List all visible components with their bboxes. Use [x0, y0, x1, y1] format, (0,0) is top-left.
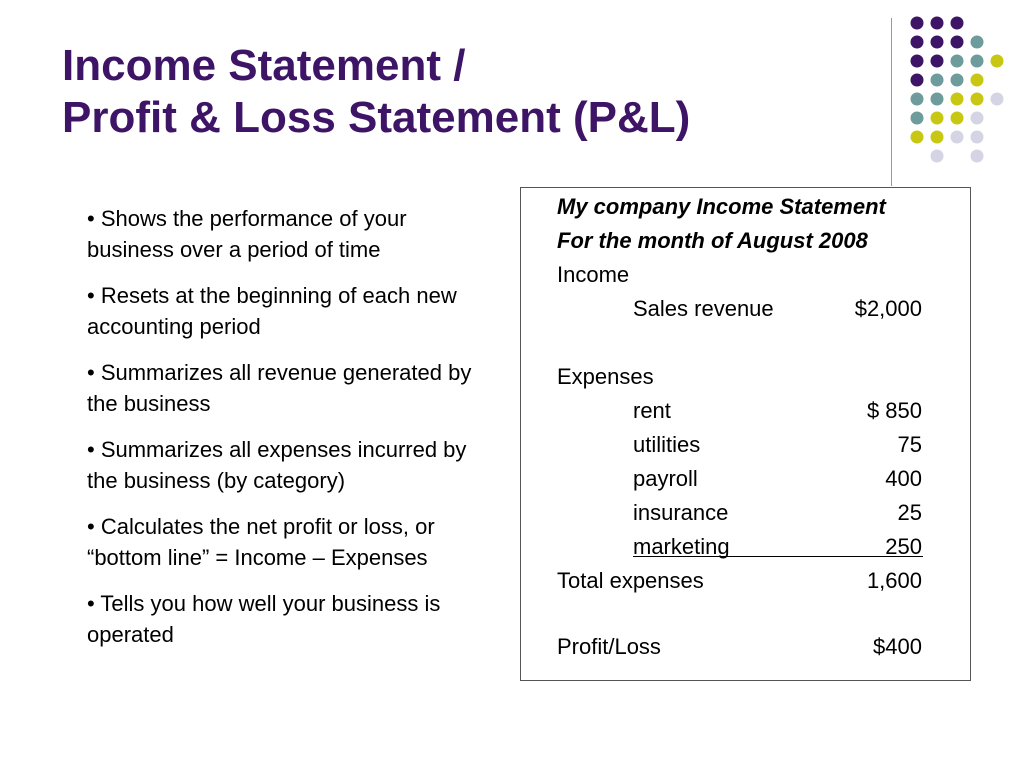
- dot: [971, 74, 984, 87]
- expense-value: 75: [897, 432, 922, 457]
- sales-label: Sales revenue: [633, 296, 774, 321]
- bullet-list: [87, 203, 499, 665]
- expense-label: rent: [633, 398, 671, 423]
- dot: [911, 131, 924, 144]
- dot-grid-row-8: [931, 150, 984, 163]
- expense-row: [521, 428, 970, 462]
- expense-value: 250: [885, 534, 922, 559]
- bullet-item: • Calculates the net profit or loss, or “bottom line” = Income – Expenses: [87, 514, 435, 570]
- expense-row: [521, 462, 970, 496]
- dot: [951, 74, 964, 87]
- dot: [971, 36, 984, 49]
- title-line-1: Income Statement /: [62, 41, 466, 90]
- profit-loss-value: $400: [873, 634, 922, 659]
- profit-loss-row: [521, 630, 970, 664]
- dot: [931, 55, 944, 68]
- dot-grid-row-1: [911, 17, 964, 30]
- dot: [991, 93, 1004, 106]
- dot: [931, 150, 944, 163]
- dot: [931, 112, 944, 125]
- expenses-row: [521, 360, 970, 394]
- expense-value: $ 850: [866, 398, 922, 423]
- income-statement-box: [520, 187, 971, 681]
- title-line-2: Profit & Loss Statement (P&L): [62, 93, 691, 142]
- dot: [971, 55, 984, 68]
- dot: [931, 36, 944, 49]
- income-label: Income: [557, 262, 630, 287]
- statement-period-heading: For the month of August 2008: [557, 228, 868, 253]
- dot: [911, 93, 924, 106]
- dot: [951, 17, 964, 30]
- dot: [951, 36, 964, 49]
- dot-grid-row-2: [911, 36, 984, 49]
- sales-value: $2,000: [854, 296, 922, 321]
- dot: [931, 74, 944, 87]
- decorative-dot-grid: [903, 14, 1013, 164]
- bullet-item: • Resets at the beginning of each new accounting period: [87, 283, 457, 339]
- dot: [951, 93, 964, 106]
- expense-row: [521, 530, 970, 564]
- statement-period-row: [521, 224, 970, 258]
- bullet-item: • Tells you how well your business is operated: [87, 591, 441, 647]
- income-row: [521, 258, 970, 292]
- dot: [931, 17, 944, 30]
- subtotal-underline: [633, 556, 923, 557]
- expense-label: utilities: [633, 432, 701, 457]
- expense-value: 25: [897, 500, 922, 525]
- expense-row: [521, 496, 970, 530]
- expenses-label: Expenses: [557, 364, 654, 389]
- dot: [971, 93, 984, 106]
- sales-row: [521, 292, 970, 326]
- dot: [951, 55, 964, 68]
- dot: [911, 74, 924, 87]
- dot-grid-row-7: [911, 131, 984, 144]
- statement-heading-row: [521, 190, 970, 224]
- dot: [991, 55, 1004, 68]
- expense-row: [521, 394, 970, 428]
- dot-grid-row-3: [911, 55, 1004, 68]
- expense-label: payroll: [633, 466, 698, 491]
- dot: [931, 93, 944, 106]
- total-expenses-label: Total expenses: [557, 568, 704, 593]
- expense-value: 400: [885, 466, 922, 491]
- bullet-item: • Summarizes all revenue generated by the business: [87, 360, 472, 416]
- dot: [911, 17, 924, 30]
- dot-grid-row-6: [911, 112, 984, 125]
- dot: [911, 36, 924, 49]
- dot: [971, 150, 984, 163]
- dot-grid-row-5: [911, 93, 1004, 106]
- expense-label: insurance: [633, 500, 729, 525]
- vertical-divider: [891, 18, 892, 186]
- dot: [951, 131, 964, 144]
- slide-title: [62, 40, 690, 144]
- dot: [951, 112, 964, 125]
- dot: [971, 131, 984, 144]
- profit-loss-label: Profit/Loss: [557, 634, 661, 659]
- total-expenses-value: 1,600: [866, 568, 922, 593]
- expense-label: marketing: [633, 534, 730, 559]
- dot: [911, 55, 924, 68]
- total-expenses-row: [521, 564, 970, 598]
- dot: [911, 112, 924, 125]
- bullet-item: • Shows the performance of your business over a period of time: [87, 206, 407, 262]
- bullet-item: • Summarizes all expenses incurred by the business (by category): [87, 437, 467, 493]
- statement-company-heading: My company Income Statement: [557, 194, 886, 219]
- dot: [971, 112, 984, 125]
- dot-grid-row-4: [911, 74, 984, 87]
- dot: [931, 131, 944, 144]
